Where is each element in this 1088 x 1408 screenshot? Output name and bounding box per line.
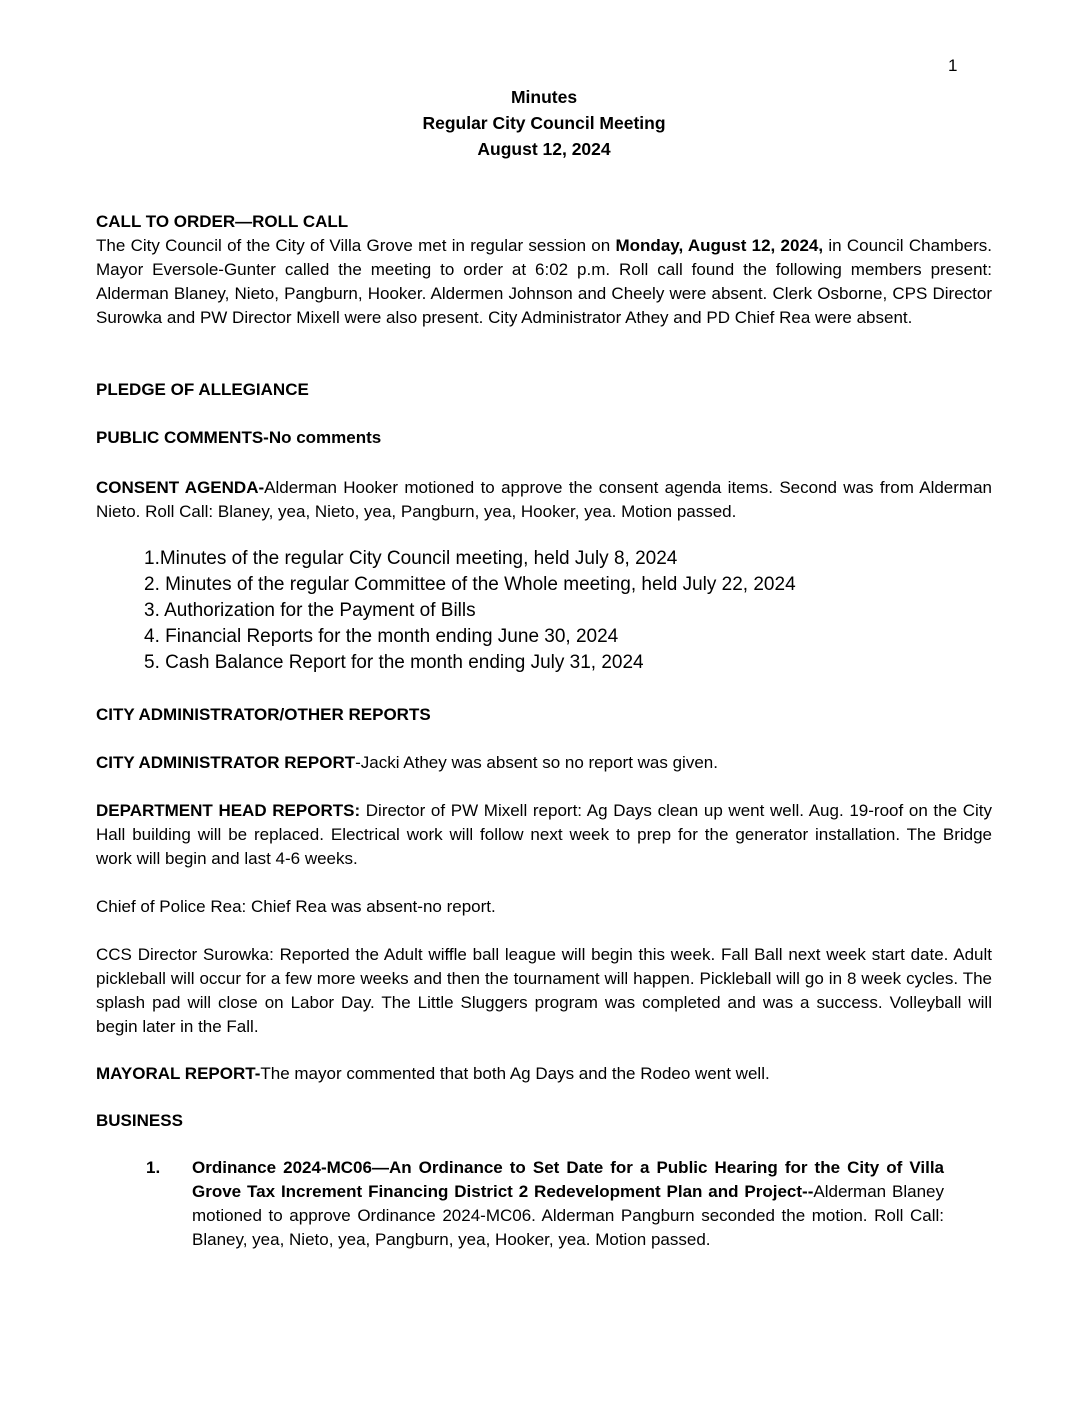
heading-call-to-order bbox=[96, 210, 992, 234]
consent-agenda-paragraph bbox=[96, 476, 992, 524]
business-item-title: Ordinance 2024-MC06—An Ordinance to Set Date for a Public Hearing for the City of Villa Grove Tax Increment Financing District 2 Redevelopment Plan and Project-- bbox=[192, 1158, 944, 1201]
list-item: 2. Minutes of the regular Committee of the Whole meeting, held July 22, 2024 bbox=[144, 574, 796, 595]
list-item: 5. Cash Balance Report for the month ending July 31, 2024 bbox=[144, 652, 644, 673]
section-heading: CITY ADMINISTRATOR/OTHER REPORTS bbox=[96, 705, 431, 724]
section-heading: MAYORAL REPORT- bbox=[96, 1064, 261, 1083]
title-line-2: Regular City Council Meeting bbox=[422, 113, 666, 133]
admin-report-paragraph bbox=[96, 751, 992, 775]
paragraph-text: Alderman Hooker motioned to approve the consent agenda items. Second was from Alderman Nieto. Roll Call: Blaney, yea, Nieto, yea, Pangburn, yea, Hooker, yea. Motion passed. bbox=[96, 478, 992, 521]
section-heading: PUBLIC COMMENTS-No comments bbox=[96, 428, 382, 447]
list-item: 4. Financial Reports for the month ending June 30, 2024 bbox=[144, 626, 619, 647]
title-line-3: August 12, 2024 bbox=[477, 139, 611, 159]
heading-reports bbox=[96, 703, 992, 727]
call-to-order-paragraph bbox=[96, 234, 992, 330]
dept-reports-paragraph bbox=[96, 799, 992, 871]
section-heading: BUSINESS bbox=[96, 1111, 183, 1130]
section-heading: CALL TO ORDER—ROLL CALL bbox=[96, 212, 349, 231]
paragraph-text: -Jacki Athey was absent so no report was given. bbox=[355, 753, 718, 772]
business-item-number: 1. bbox=[146, 1158, 161, 1177]
police-report-paragraph: Chief of Police Rea: Chief Rea was absent-no report. bbox=[96, 897, 496, 916]
list-item: 1.Minutes of the regular City Council meeting, held July 8, 2024 bbox=[144, 548, 678, 569]
meeting-date-bold: Monday, August 12, 2024, bbox=[615, 236, 824, 255]
paragraph-text: The City Council of the City of Villa Grove met in regular session on bbox=[96, 236, 616, 255]
heading-public-comments bbox=[96, 426, 992, 450]
paragraph-text: in Council Chambers. Mayor Eversole-Gunter called the meeting to order at 6:02 p.m. Roll call found the following members present: Alderman Blaney, Nieto, Pangburn, Hooker. Aldermen Johnson and Cheely were absent. Clerk Osborne, CPS Director Surowka and PW Director Mixell were also present. City Administrator Athey and PD Chief Rea were absent. bbox=[96, 236, 992, 327]
paragraph-text: The mayor commented that both Ag Days and the Rodeo went well. bbox=[260, 1064, 770, 1083]
heading-pledge bbox=[96, 378, 992, 402]
mayoral-report-paragraph bbox=[96, 1062, 992, 1086]
section-heading: DEPARTMENT HEAD REPORTS: bbox=[96, 801, 361, 820]
page-number: 1 bbox=[948, 56, 958, 75]
title-line-1: Minutes bbox=[510, 87, 578, 107]
business-item-text: Alderman Blaney motioned to approve Ordinance 2024-MC06. Alderman Pangburn seconded the motion. Roll Call: Blaney, yea, Nieto, yea, Pangburn, yea, Hooker, yea. Motion passed. bbox=[192, 1182, 944, 1249]
section-heading: CONSENT AGENDA- bbox=[96, 478, 265, 497]
business-item bbox=[192, 1156, 944, 1252]
ccs-report-paragraph: CCS Director Surowka: Reported the Adult wiffle ball league will begin this week. Fall Ball next week start date. Adult pickleball will occur for a few more weeks and then the tournament will happen. Pickleball will go in 8 week cycles. The splash pad will close on Labor Day. The Little Sluggers program was completed and was a success. Volleyball will begin later in the Fall. bbox=[96, 945, 992, 1036]
document-title bbox=[0, 84, 1088, 162]
consent-agenda-list bbox=[144, 546, 796, 676]
list-item: 3. Authorization for the Payment of Bills bbox=[144, 600, 476, 621]
section-heading: CITY ADMINISTRATOR REPORT bbox=[96, 753, 356, 772]
paragraph-text: Director of PW Mixell report: Ag Days clean up went well. Aug. 19-roof on the City Hall building will be replaced. Electrical work will follow next week to prep for the generator installation. The Bridge work will begin and last 4-6 weeks. bbox=[96, 801, 992, 868]
section-heading: PLEDGE OF ALLEGIANCE bbox=[96, 380, 309, 399]
heading-business bbox=[96, 1109, 992, 1133]
